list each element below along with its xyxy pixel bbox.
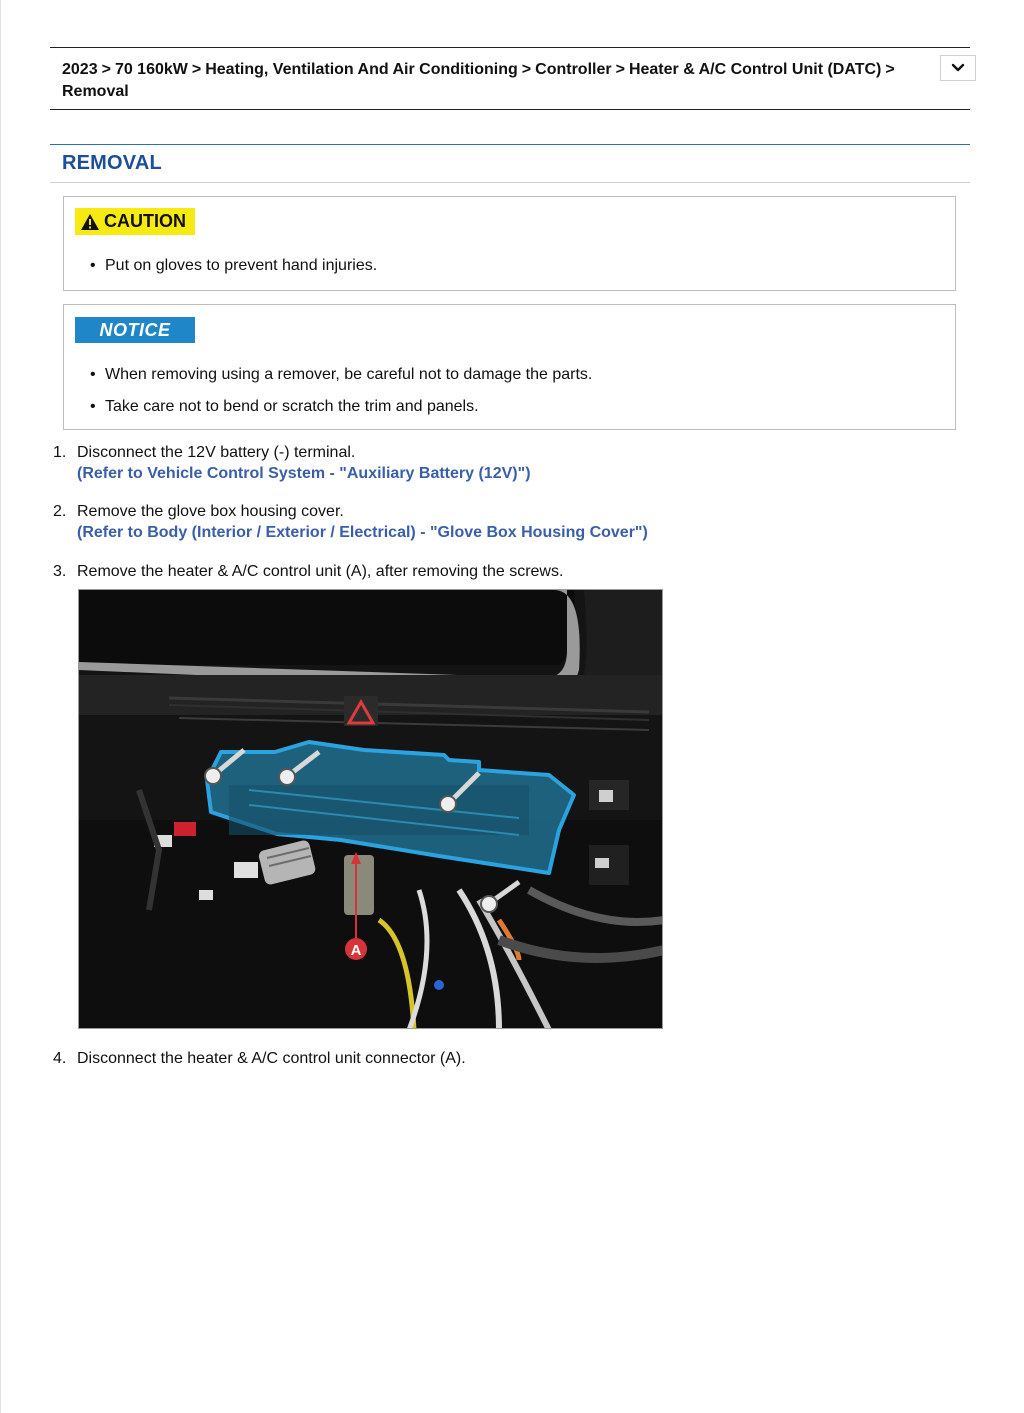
breadcrumb-item-component[interactable]: Heater & A/C Control Unit (DATC): [628, 61, 882, 78]
chevron-down-icon: [951, 63, 965, 73]
breadcrumb-separator: >: [521, 61, 532, 78]
breadcrumb-current: Removal: [62, 83, 129, 100]
notice-box: [63, 304, 956, 430]
step-number: 4.: [53, 1050, 67, 1067]
heater-control-unit-photo: [78, 589, 663, 1029]
caution-item: • Put on gloves to prevent hand injuries.: [90, 257, 378, 274]
caution-badge: [75, 208, 195, 235]
notice-item: • Take care not to bend or scratch the trim and panels.: [90, 398, 479, 415]
step-number: 2.: [53, 503, 67, 520]
notice-badge: [75, 317, 195, 343]
breadcrumb-item-system[interactable]: Heating, Ventilation And Air Conditioning: [205, 61, 518, 78]
reference-link-glove-box-cover[interactable]: (Refer to Body (Interior / Exterior / Electrical) - "Glove Box Housing Cover"): [77, 524, 648, 541]
caution-box: [63, 196, 956, 291]
warning-triangle-icon: [80, 213, 100, 231]
page-left-border: [0, 0, 1, 1413]
step-text: Disconnect the 12V battery (-) terminal.: [77, 444, 356, 461]
notice-item-text: When removing using a remover, be careful not to damage the parts.: [105, 366, 593, 383]
step-text: Remove the heater & A/C control unit (A), after removing the screws.: [77, 563, 564, 580]
step-text: Remove the glove box housing cover.: [77, 503, 344, 520]
breadcrumb-text: [62, 59, 942, 103]
caution-label: CAUTION: [104, 211, 186, 231]
photo-illustration: [79, 590, 663, 1029]
step-3: [53, 561, 563, 582]
step-1: [53, 442, 531, 484]
section-title: REMOVAL: [62, 152, 162, 174]
notice-item: • When removing using a remover, be careful not to damage the parts.: [90, 366, 593, 383]
breadcrumb-dropdown-button[interactable]: [940, 55, 976, 81]
notice-label: NOTICE: [99, 319, 171, 340]
breadcrumb-item-controller[interactable]: Controller: [535, 61, 612, 78]
step-4: [53, 1048, 466, 1069]
breadcrumb-separator: >: [885, 61, 895, 78]
callout-label-a: A: [350, 942, 362, 959]
step-number: 3.: [53, 563, 67, 580]
breadcrumb: [50, 47, 970, 110]
breadcrumb-separator: >: [101, 61, 111, 78]
step-2: [53, 501, 648, 543]
step-text: Disconnect the heater & A/C control unit connector (A).: [77, 1050, 466, 1067]
section-header: [50, 144, 970, 183]
step-number: 1.: [53, 444, 67, 461]
caution-item-text: Put on gloves to prevent hand injuries.: [105, 257, 378, 274]
breadcrumb-separator: >: [615, 61, 625, 78]
breadcrumb-item-year[interactable]: 2023: [62, 61, 98, 78]
reference-link-auxiliary-battery[interactable]: (Refer to Vehicle Control System - "Auxiliary Battery (12V)"): [77, 465, 531, 482]
notice-item-text: Take care not to bend or scratch the trim and panels.: [105, 398, 479, 415]
breadcrumb-item-model[interactable]: 70 160kW: [114, 61, 188, 78]
breadcrumb-separator: >: [191, 61, 202, 78]
